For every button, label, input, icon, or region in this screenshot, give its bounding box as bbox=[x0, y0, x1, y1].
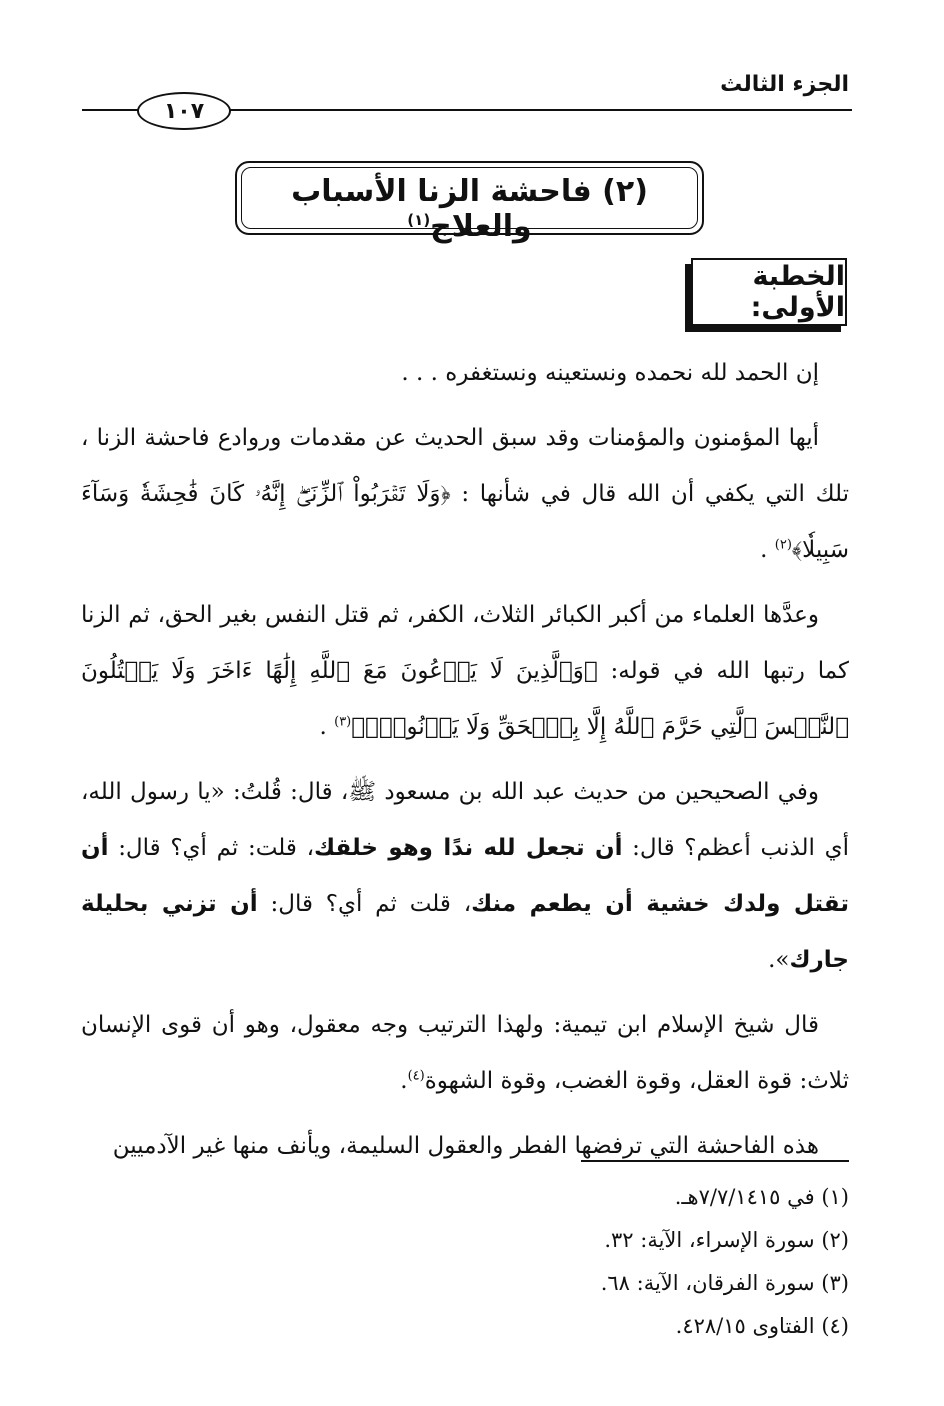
hadith-bold-text: أن تجعل لله ندًا وهو خلقك bbox=[314, 835, 623, 861]
paragraph-major-sins bbox=[81, 587, 849, 755]
paragraph-end: ». bbox=[768, 947, 790, 973]
section-heading-box bbox=[691, 258, 847, 326]
quran-verse: ﴿وَلَا تَقۡرَبُواْ ٱلزِّنَىٰٓۖ إِنَّهُۥ كَانَ فَٰحِشَةٗ وَسَآءَ سَبِيلٗا﴾ bbox=[81, 481, 849, 563]
chapter-title-text: (٢) فاحشة الزنا الأسباب والعلاج bbox=[291, 174, 648, 244]
footnote-item: (١) في ٧/٧/١٤١٥هـ. bbox=[674, 1185, 849, 1209]
hadith-bold-text: أن تقتل ولدك خشية أن يطعم منك bbox=[81, 835, 849, 917]
footnotes bbox=[249, 1176, 849, 1348]
section-heading: الخطبة الأولى: bbox=[750, 261, 845, 323]
footnote-item: (٤) الفتاوى ٤٢٨/١٥. bbox=[675, 1314, 849, 1338]
chapter-title bbox=[235, 174, 704, 244]
paragraph-text: ، قلت: ثم أي؟ قال: bbox=[108, 835, 315, 861]
footnote-marker: (٣) bbox=[334, 714, 352, 730]
paragraph-closing: هذه الفاحشة التي ترفضها الفطر والعقول السليمة، ويأنف منها غير الآدميين bbox=[112, 1133, 819, 1159]
footnote-marker: (٤) bbox=[407, 1068, 425, 1084]
footnote-item: (٢) سورة الإسراء، الآية: ٣٢. bbox=[604, 1228, 849, 1252]
page-number: ١٠٧ bbox=[163, 98, 205, 124]
paragraph-opening: إن الحمد لله نحمده ونستعينه ونستغفره . . . bbox=[401, 360, 819, 386]
paragraph-text: وعدَّها العلماء من أكبر الكبائر الثلاث، الكفر، ثم قتل النفس بغير الحق، ثم الزنا كما رتبها الله في قوله: bbox=[81, 602, 849, 684]
footnote-marker: (٢) bbox=[774, 537, 792, 553]
paragraph-hadith bbox=[81, 764, 849, 988]
footnote-rule bbox=[581, 1160, 849, 1162]
paragraph-intro bbox=[81, 410, 849, 578]
paragraph-text: ، قلت ثم أي؟ قال: bbox=[257, 891, 472, 917]
footnote-item: (٣) سورة الفرقان، الآية: ٦٨. bbox=[600, 1271, 849, 1295]
paragraph-end: . bbox=[319, 714, 335, 740]
body-text bbox=[81, 345, 849, 1183]
running-header-part: الجزء الثالث bbox=[720, 72, 849, 97]
paragraph-end: . bbox=[760, 537, 775, 563]
paragraph-ibn-taymiyya bbox=[81, 997, 849, 1109]
paragraph-end: . bbox=[400, 1068, 408, 1094]
quran-verse: ﴿وَٱلَّذِينَ لَا يَدۡعُونَ مَعَ ٱللَّهِ إِلَٰهًا ءَاخَرَ وَلَا يَقۡتُلُونَ ٱلنَّفۡسَ ٱلَّتِي حَرَّمَ ٱللَّهُ إِلَّا بِٱلۡحَقِّ وَلَا يَزۡنُونَۚ﴾ bbox=[81, 658, 849, 740]
paragraph-text: قال شيخ الإسلام ابن تيمية: ولهذا الترتيب وجه معقول، وهو أن قوى الإنسان ثلاث: قوة العقل، وقوة الغضب، وقوة الشهوة bbox=[81, 1012, 849, 1094]
hadith-bold-text: أن تزني بحليلة جارك bbox=[81, 891, 849, 973]
title-footnote-marker: (١) bbox=[407, 211, 431, 229]
paragraph-text: وفي الصحيحين من حديث عبد الله بن مسعود ﷺ، قال: قُلتُ: «يا رسول الله، أي الذنب أعظم؟ قال: bbox=[81, 779, 849, 861]
paragraph-text: أيها المؤمنون والمؤمنات وقد سبق الحديث عن مقدمات وروادع فاحشة الزنا ، تلك التي يكفي أن الله قال في شأنها : bbox=[81, 425, 849, 507]
page-number-oval bbox=[137, 92, 231, 130]
